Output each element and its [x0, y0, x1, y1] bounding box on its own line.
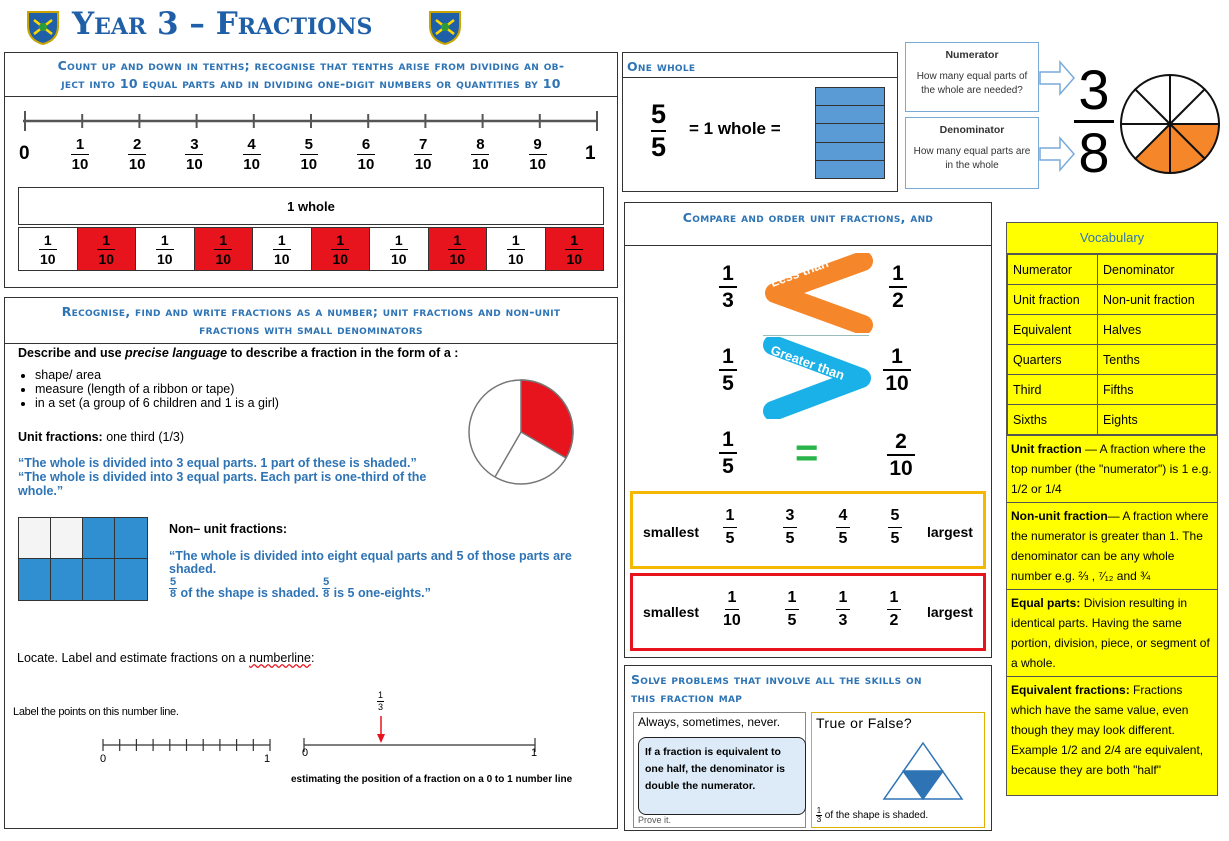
vocab-row [1008, 345, 1217, 375]
estimate-arrow-icon [376, 716, 386, 744]
equals-whole-text: = 1 whole = [689, 119, 781, 138]
compare-title: Compare and order unit fractions, and [682, 210, 934, 225]
blank-number-line [100, 738, 275, 752]
bullet-item: • shape/ area [35, 368, 279, 382]
estimate-fraction: 1 3 [377, 690, 383, 712]
denominator-title: Denominator [939, 124, 1005, 136]
denominator-question: How many equal parts are in the whole [913, 146, 1031, 171]
estimate-caption: estimating the position of a fraction on a 0 to 1 number line [291, 774, 573, 785]
tenth-label: 4 10 [243, 136, 260, 173]
true-false-caption: 1 3 of the shape is shaded. [816, 806, 929, 824]
vocab-row [1008, 315, 1217, 345]
vocab-definition: Equivalent fractions: Fractions which have the same value, even though they may look different. Example 1/2 and 2/4 are equivalent, because they are both "half" [1007, 676, 1217, 783]
asn-title: Always, sometimes, never. [638, 715, 781, 729]
tenths-bar [18, 227, 604, 271]
tenth-label: 9 10 [529, 136, 546, 173]
compare-panel [624, 202, 992, 658]
ordering-box-fifths [630, 491, 986, 569]
numerator-box [905, 42, 1039, 112]
vocab-word: Denominator [1098, 255, 1217, 285]
page-title: Year 3 – Fractions [72, 6, 373, 42]
unit-fraction-quote: “The whole is divided into 3 equal parts. Each part is one-third of the whole.” [18, 470, 427, 498]
whole-bar [18, 187, 604, 225]
equals-sign: = [795, 431, 819, 475]
vocab-word: Sixths [1008, 405, 1098, 435]
tenths-title: Count up and down in tenths; recognise that tenths arise from dividing an ob- ject into 10 equal parts and in dividing one-digit numbers or quantities by 10 [57, 58, 565, 91]
vocab-word: Non-unit fraction [1098, 285, 1217, 315]
tenth-cell: 1 10 [546, 228, 604, 270]
vocab-word: Unit fraction [1008, 285, 1098, 315]
header [20, 6, 480, 46]
vocabulary-title: Vocabulary [1007, 223, 1217, 254]
whole-bar-label: 1 whole [287, 198, 335, 214]
tenth-label: 8 10 [472, 136, 489, 173]
always-sometimes-never-card [633, 712, 806, 828]
largest-label: largest [927, 604, 973, 620]
vocabulary-table [1007, 254, 1217, 435]
compare-fraction: 1 10 [883, 346, 911, 394]
ordered-fraction: 1 10 [723, 589, 741, 629]
vocab-word: Tenths [1098, 345, 1217, 375]
tenth-cell: 1 10 [429, 228, 488, 270]
true-or-false-card [811, 712, 985, 828]
three-eighths-fraction: 3 8 [1074, 62, 1114, 181]
solve-title: Solve problems that involve all the skills on this fraction map [631, 672, 922, 705]
locate-line: Locate. Label and estimate fractions on a numberline: [17, 651, 315, 665]
number-line-one: 1 [264, 753, 271, 765]
largest-label: largest [927, 524, 973, 540]
thirds-pie-chart [465, 376, 577, 488]
vocab-word: Third [1008, 375, 1098, 405]
tenth-cell: 1 10 [19, 228, 78, 270]
denominator-box [905, 117, 1039, 189]
vocab-definition: Unit fraction — A fraction where the top number (the "numerator") is 1 e.g. 1/2 or 1/4 [1007, 435, 1217, 502]
prove-it-text: Prove it. [638, 815, 672, 825]
recognise-title: Recognise, find and write fractions as a number; unit fractions and non-unit fractions with small denominators [61, 304, 561, 337]
arrow-right-icon [1038, 134, 1076, 174]
tenth-cell: 1 10 [136, 228, 195, 270]
tenth-label: 2 10 [128, 136, 146, 173]
vocab-word: Quarters [1008, 345, 1098, 375]
ordered-fraction: 4 5 [836, 508, 850, 547]
ordered-fraction: 1 5 [723, 508, 737, 547]
greater-than-label: Greater than [768, 342, 847, 383]
non-unit-quote: “The whole is divided into eight equal parts and 5 of those parts are shaded. [169, 549, 572, 576]
five-fifths-fraction: 5 5 [651, 99, 667, 162]
vocab-definition: Non-unit fraction— A fraction where the numerator is greater than 1. The denominator can be any whole number e.g. ⅔ , ⁷⁄₁₂ and ¾ [1007, 502, 1217, 589]
triangle-shape [882, 741, 964, 801]
compare-fraction: 1 5 [719, 346, 737, 394]
ordered-fraction: 3 5 [783, 508, 797, 547]
ordered-fraction: 1 3 [836, 590, 850, 629]
vocab-word: Equivalent [1008, 315, 1098, 345]
bullet-item: • in a set (a group of 6 children and 1 is a girl) [35, 396, 279, 410]
vocab-row [1008, 375, 1217, 405]
tenth-cell: 1 10 [487, 228, 546, 270]
non-unit-label: Non– unit fractions: [169, 522, 288, 536]
true-false-title: True or False? [816, 715, 913, 731]
vocab-word: Eights [1098, 405, 1217, 435]
fifths-bar [815, 87, 885, 179]
bullet-item: • measure (length of a ribbon or tape) [35, 382, 279, 396]
eighths-grid [18, 517, 148, 601]
recognise-bullet-list [0, 368, 279, 410]
numerator-question: How many equal parts of the whole are needed? [916, 71, 1028, 96]
estimate-number-line [301, 738, 541, 752]
number-line-zero: 0 [100, 753, 107, 765]
vocabulary-definitions [1007, 435, 1217, 783]
school-crest-icon [24, 8, 62, 46]
tenth-label: 7 10 [414, 136, 432, 173]
ordered-fraction: 1 2 [887, 590, 901, 629]
tenth-cell: 1 10 [370, 228, 429, 270]
tenths-one: 1 [585, 143, 596, 164]
vocab-word: Fifths [1098, 375, 1217, 405]
tenth-label: 6 10 [357, 136, 375, 173]
tenth-label: 1 10 [71, 136, 89, 173]
asn-statement: If a fraction is equivalent to one half, the denominator is double the numerator. [638, 737, 806, 815]
compare-fraction: 1 3 [719, 263, 737, 311]
smallest-label: smallest [643, 604, 700, 620]
one-whole-title: One whole [627, 59, 696, 74]
recognise-panel [4, 297, 618, 829]
one-whole-panel [622, 52, 898, 192]
tenth-label: 5 10 [300, 136, 318, 173]
compare-fraction: 1 2 [889, 263, 907, 311]
ordered-fraction: 5 5 [888, 508, 902, 547]
tenth-cell: 1 10 [78, 228, 137, 270]
ordered-fraction: 1 5 [785, 590, 799, 629]
tenths-zero: 0 [19, 143, 30, 164]
numerator-title: Numerator [945, 49, 999, 61]
tenth-cell: 1 10 [195, 228, 254, 270]
vocab-row [1008, 405, 1217, 435]
less-than-label: Less than [768, 255, 831, 290]
estimate-zero: 0 [302, 747, 309, 759]
compare-fraction: 1 5 [719, 429, 737, 477]
vocabulary-panel [1006, 222, 1218, 796]
vocab-row [1008, 255, 1217, 285]
tenth-cell: 1 10 [253, 228, 312, 270]
number-line-label: Label the points on this number line. [13, 706, 179, 718]
compare-fraction: 2 10 [887, 431, 915, 479]
vocab-word: Halves [1098, 315, 1217, 345]
smallest-label: smallest [643, 524, 700, 540]
estimate-one: 1 [531, 747, 538, 759]
unit-fraction-quote: “The whole is divided into 3 equal parts. 1 part of these is shaded.” [18, 456, 417, 470]
solve-panel [624, 665, 992, 831]
tenth-label: 3 10 [186, 136, 203, 173]
recognise-intro: Describe and use precise language to describe a fraction in the form of a : [18, 346, 459, 360]
vocab-word: Numerator [1008, 255, 1098, 285]
eighths-pie-chart [1118, 72, 1222, 176]
school-crest-icon [426, 8, 464, 46]
tenths-number-line [21, 111, 601, 131]
arrow-right-icon [1038, 58, 1076, 98]
tenths-panel [4, 52, 618, 288]
tenth-cell: 1 10 [312, 228, 371, 270]
vocab-row [1008, 285, 1217, 315]
unit-fractions-line: Unit fractions: one third (1/3) [18, 430, 185, 444]
ordering-box-unit [630, 573, 986, 651]
vocab-definition: Equal parts: Division resulting in identical parts. Having the same portion, division, piece, or segment of a whole. [1007, 589, 1217, 676]
non-unit-quote-line2: 5 8 of the shape is shaded. 5 8 is 5 one-eights.” [169, 576, 431, 600]
